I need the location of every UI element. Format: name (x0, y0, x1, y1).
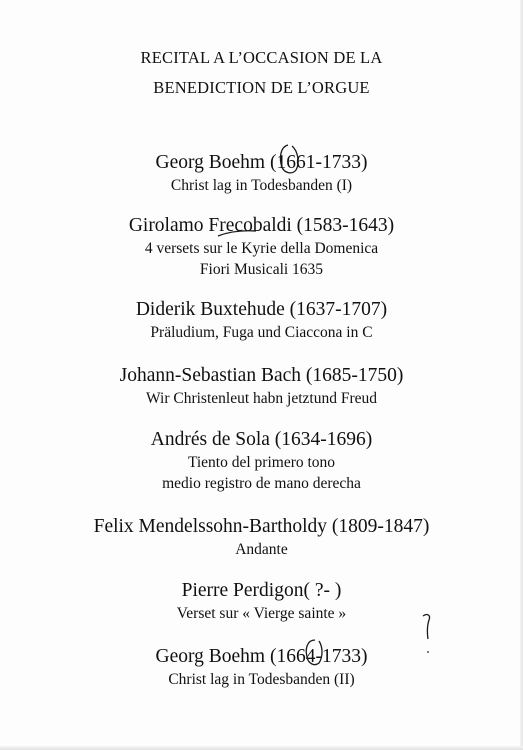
program-title-line-1: RECITAL A L’OCCASION DE LA (140, 48, 383, 67)
program-entry (0, 645, 523, 690)
composer-name: Georg Boehm (1664-1733) (155, 646, 368, 667)
pen-mark (420, 612, 434, 642)
program-entry (0, 364, 523, 409)
program-entry (0, 579, 523, 624)
work-title: Christ lag in Todesbanden (II) (168, 671, 355, 688)
composer-name: Johann-Sebastian Bach (1685-1750) (119, 365, 404, 386)
work-title: Fiori Musicali 1635 (199, 261, 324, 278)
program-entry (0, 214, 523, 280)
composer-name: Andrés de Sola (1634-1696) (150, 429, 373, 450)
program-entry (0, 428, 523, 494)
program-entry (0, 298, 523, 343)
work-title: Verset sur « Vierge sainte » (176, 605, 347, 622)
work-title: Wir Christenleut habn jetztund Freud (146, 390, 377, 407)
composer-name: Felix Mendelssohn-Bartholdy (1809-1847) (93, 516, 430, 537)
work-title: medio registro de mano derecha (162, 475, 361, 492)
program-entry (0, 515, 523, 560)
composer-name: Georg Boehm (1661-1733) (155, 152, 368, 173)
work-title: 4 versets sur le Kyrie della Domenica (144, 240, 379, 257)
work-title: Präludium, Fuga und Ciaccona in C (150, 324, 373, 341)
composer-name: Diderik Buxtehude (1637-1707) (135, 299, 388, 320)
work-title: Tiento del primero tono (187, 454, 336, 471)
work-title: Christ lag in Todesbanden (I) (170, 177, 353, 194)
scan-edge-shadow (0, 746, 523, 750)
program-title-line-2: BENEDICTION DE L’ORGUE (153, 78, 370, 97)
work-title: Andante (235, 541, 288, 558)
ink-speck (427, 651, 429, 653)
composer-name: Pierre Perdigon( ?- ) (181, 580, 342, 601)
program-entry (0, 151, 523, 196)
composer-name: Girolamo Frecobaldi (1583-1643) (128, 215, 395, 236)
